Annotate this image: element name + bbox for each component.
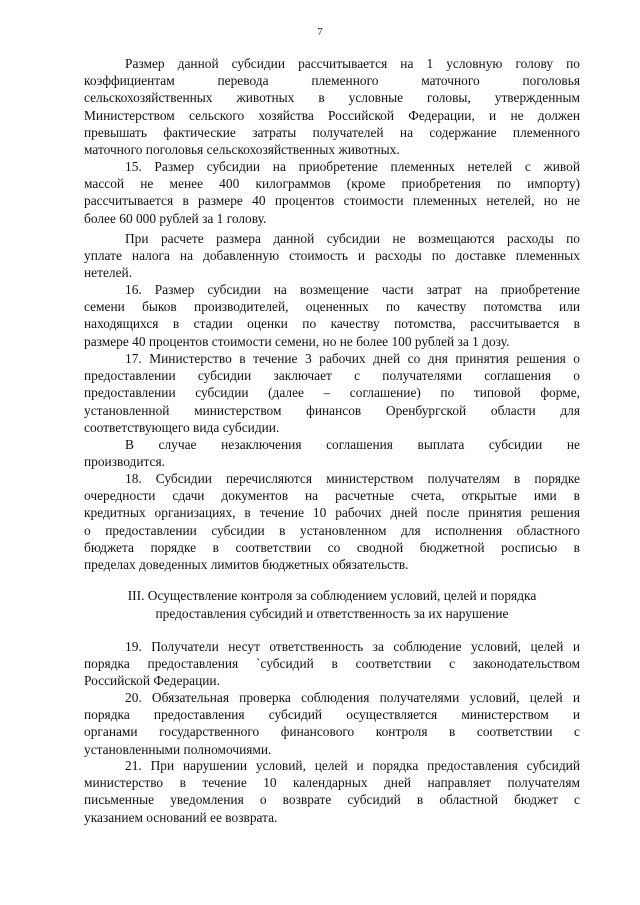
text-line: бюджета порядке в соответствии со сводной бюджетной росписью в bbox=[84, 539, 580, 555]
text-line: указанием оснований ее возврата. bbox=[84, 809, 278, 825]
text-line: 17. Министерство в течение 3 рабочих дней со дня принятия решения о bbox=[125, 351, 580, 366]
text-line: В случае незаключения соглашения выплата субсидии не bbox=[125, 437, 580, 452]
text-line: предоставлении субсидии заключает с получателями соглашения о bbox=[84, 368, 580, 384]
text-line: При расчете размера данной субсидии не возмещаются расходы по bbox=[125, 231, 580, 246]
text-line: о предоставлении субсидии в установленном для исполнения областного bbox=[84, 522, 580, 538]
text-line: Размер данной субсидии рассчитывается на 1 условную голову по bbox=[125, 56, 580, 71]
section-heading-line: предоставления субсидий и ответственность за их нарушение bbox=[155, 605, 509, 621]
text-line: 18. Субсидии перечисляются министерством получателям в порядке bbox=[125, 471, 580, 486]
section-heading bbox=[84, 587, 580, 622]
text-line: органами государственного финансового контроля в соответствии с bbox=[84, 724, 580, 740]
text-line: 20. Обязательная проверка соблюдения получателями условий, целей и bbox=[125, 690, 580, 705]
text-line: Министерством сельского хозяйства Российской Федерации, и не должен bbox=[84, 107, 580, 123]
text-line: маточного поголовья сельскохозяйственных животных. bbox=[84, 141, 400, 157]
text-line: коэффициентам перевода племенного маточного поголовья bbox=[84, 73, 580, 89]
paragraph-subsidy-calculation bbox=[84, 55, 580, 158]
text-line: более 60 000 рублей за 1 голову. bbox=[84, 210, 267, 226]
text-line: пределах доведенных лимитов бюджетных обязательств. bbox=[84, 556, 409, 572]
text-line: письменные уведомления о возврате субсидий в областной бюджет с bbox=[84, 792, 580, 808]
paragraph-point-21 bbox=[84, 757, 580, 826]
text-line: Российской Федерации. bbox=[84, 673, 220, 689]
text-line: соответствующего вида субсидии. bbox=[84, 419, 280, 435]
text-line: превышать фактические затраты получателей на содержание племенного bbox=[84, 124, 580, 140]
paragraph-vat-note bbox=[84, 230, 580, 282]
text-line: очередности сдачи документов на расчетные счета, открытые ими в bbox=[84, 488, 580, 504]
paragraph-no-agreement bbox=[84, 436, 580, 470]
paragraph-point-17 bbox=[84, 350, 580, 436]
paragraph-point-19 bbox=[84, 638, 580, 690]
text-line: порядка предоставления `субсидий в соответствии с законодательством bbox=[84, 656, 580, 672]
text-line: предоставлении субсидии (далее – соглашение) по типовой форме, bbox=[84, 385, 580, 401]
text-line: 16. Размер субсидии на возмещение части затрат на приобретение bbox=[125, 282, 580, 297]
text-line: уплате налога на добавленную стоимость и расходы по доставке племенных bbox=[84, 248, 580, 264]
page-number: 7 bbox=[317, 26, 323, 38]
text-line: 19. Получатели несут ответственность за соблюдение условий, целей и bbox=[125, 639, 580, 654]
text-line: находящихся в стадии оценки по качеству потомства, рассчитывается в bbox=[84, 316, 580, 332]
text-line: установленной министерством финансов Оренбургской области для bbox=[84, 402, 580, 418]
text-line: рассчитывается в размере 40 процентов стоимости племенных нетелей, но не bbox=[84, 193, 580, 209]
text-line: нетелей. bbox=[84, 265, 133, 281]
text-line: производится. bbox=[84, 454, 165, 470]
text-line: сельскохозяйственных животных в условные головы, утвержденным bbox=[84, 90, 580, 106]
paragraph-point-15 bbox=[84, 158, 580, 227]
section-heading-line: III. Осуществление контроля за соблюдением условий, целей и порядка bbox=[127, 588, 537, 603]
text-line: размере 40 процентов стоимости семени, но не более 100 рублей за 1 дозу. bbox=[84, 333, 510, 349]
paragraph-point-20 bbox=[84, 689, 580, 758]
text-line: 21. При нарушении условий, целей и порядка предоставления субсидий bbox=[125, 758, 580, 773]
text-line: кредитных организациях, в течение 10 рабочих дней после принятия решения bbox=[84, 505, 580, 521]
paragraph-point-18 bbox=[84, 470, 580, 573]
text-line: установленными полномочиями. bbox=[84, 741, 272, 757]
text-line: 15. Размер субсидии на приобретение племенных нетелей с живой bbox=[125, 159, 580, 174]
text-line: министерство в течение 10 календарных дней направляет получателям bbox=[84, 775, 580, 791]
text-line: массой не менее 400 килограммов (кроме приобретения по импорту) bbox=[84, 176, 580, 192]
text-line: семени быков производителей, оцененных по качеству потомства или bbox=[84, 299, 580, 315]
paragraph-point-16 bbox=[84, 281, 580, 350]
text-line: порядка предоставления субсидий осуществляется министерством и bbox=[84, 707, 580, 723]
